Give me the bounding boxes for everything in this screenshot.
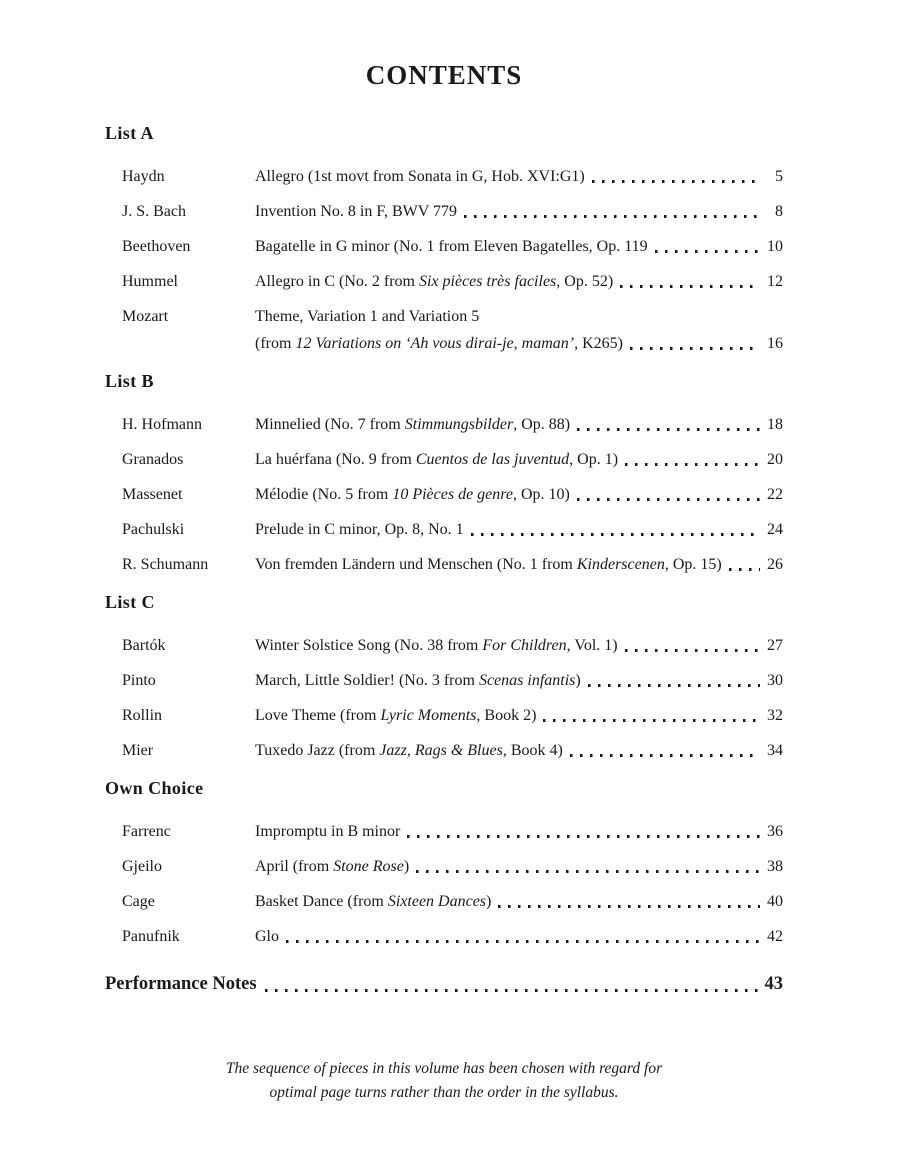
piece-title-text: Winter Solstice Song (No. 38 from — [255, 637, 483, 654]
piece-title-italic: Kinderscenen — [576, 556, 665, 573]
page-number: 5 — [775, 168, 783, 185]
toc-section — [105, 778, 783, 945]
toc-section — [105, 371, 783, 573]
toc-row — [122, 336, 783, 352]
performance-notes-label: Performance Notes — [105, 974, 257, 994]
piece-title-text: Impromptu in B minor — [255, 823, 401, 840]
performance-notes-row — [105, 974, 783, 995]
page-number: 18 — [767, 416, 783, 433]
piece-title — [255, 673, 581, 689]
piece-title — [255, 708, 536, 724]
piece-title-italic: Cuentos de las juventud — [415, 451, 570, 468]
piece-title — [255, 522, 464, 538]
toc-row — [122, 929, 783, 945]
toc-row — [122, 417, 783, 433]
dot-leader — [577, 428, 760, 431]
piece-title-text: Prelude in C minor, Op. 8, No. 1 — [255, 521, 464, 538]
piece-title — [255, 204, 457, 220]
toc-row — [122, 557, 783, 573]
footer-note-line2: optimal page turns rather than the order in the syllabus. — [269, 1084, 619, 1102]
dot-leader — [592, 180, 760, 183]
piece-title-text: , K265) — [574, 335, 623, 352]
page-number: 12 — [767, 273, 783, 290]
dot-leader — [625, 463, 760, 466]
toc-row — [122, 708, 783, 724]
piece-title-text: ) — [403, 858, 410, 875]
piece-title-italic: 12 Variations on ‘Ah vous dirai-je, maman’ — [295, 335, 575, 352]
footer-note-line1: The sequence of pieces in this volume has been chosen with regard for — [225, 1060, 663, 1077]
piece-title — [255, 417, 570, 433]
dot-leader — [286, 940, 760, 943]
page-number: 10 — [767, 238, 783, 255]
composer-name: Rollin — [122, 707, 163, 724]
piece-title — [255, 309, 479, 325]
piece-title — [255, 274, 613, 290]
dot-leader — [265, 989, 763, 992]
composer-name: Massenet — [122, 486, 183, 503]
composer-name: Beethoven — [122, 238, 191, 255]
page-number: 30 — [767, 672, 783, 689]
piece-title-text: Bagatelle in G minor (No. 1 from Eleven Bagatelles, Op. 119 — [255, 238, 648, 255]
piece-title-text: , Vol. 1) — [566, 637, 618, 654]
piece-title-text: Invention No. 8 in F, BWV 779 — [255, 203, 457, 220]
dot-leader — [407, 835, 760, 838]
piece-title-italic: Lyric Moments — [380, 707, 477, 724]
piece-title-italic: Sixteen Dances — [387, 893, 487, 910]
dot-leader — [588, 684, 760, 687]
piece-title-text: Von fremden Ländern und Menschen (No. 1 from — [255, 556, 577, 573]
page-number: 34 — [767, 742, 783, 759]
toc-row — [122, 169, 783, 185]
toc-row — [122, 309, 783, 325]
toc-sections — [105, 123, 783, 945]
page-number: 38 — [767, 858, 783, 875]
composer-name: Bartók — [122, 637, 166, 654]
toc-section — [105, 123, 783, 352]
section-entries — [122, 417, 783, 573]
composer-name: Pinto — [122, 672, 156, 689]
page-number: 26 — [767, 556, 783, 573]
toc-row — [122, 452, 783, 468]
page-number: 20 — [767, 451, 783, 468]
piece-title-text: (from — [255, 335, 296, 352]
piece-title-text: Glo — [255, 928, 279, 945]
toc-row — [122, 743, 783, 759]
piece-title-text: , Book 2) — [476, 707, 537, 724]
page-number: 22 — [767, 486, 783, 503]
piece-title — [255, 824, 400, 840]
piece-title — [255, 894, 491, 910]
composer-name: Hummel — [122, 273, 178, 290]
piece-title-text: Theme, Variation 1 and Variation 5 — [255, 308, 480, 325]
composer-name: Gjeilo — [122, 858, 162, 875]
composer-name: Cage — [122, 893, 155, 910]
piece-title-italic: 10 Pièces de genre — [392, 486, 513, 503]
composer-name: Mozart — [122, 308, 169, 325]
page-number: 24 — [767, 521, 783, 538]
dot-leader — [729, 568, 760, 571]
toc-row — [122, 859, 783, 875]
section-heading: Own Choice — [105, 778, 204, 798]
composer-name: Farrenc — [122, 823, 171, 840]
piece-title — [255, 859, 409, 875]
composer-name: J. S. Bach — [122, 203, 186, 220]
dot-leader — [464, 215, 760, 218]
footer-note — [105, 1057, 783, 1105]
page-number: 32 — [767, 707, 783, 724]
piece-title-text: Basket Dance (from — [255, 893, 388, 910]
dot-leader — [630, 347, 760, 350]
piece-title-italic: Six pièces très faciles — [418, 273, 557, 290]
composer-name: Mier — [122, 742, 154, 759]
section-entries — [122, 169, 783, 352]
dot-leader — [498, 905, 760, 908]
toc-row — [122, 487, 783, 503]
composer-name: Haydn — [122, 168, 165, 185]
piece-title — [255, 169, 585, 185]
piece-title-text: Tuxedo Jazz (from — [255, 742, 380, 759]
section-heading: List B — [105, 371, 154, 391]
composer-name: R. Schumann — [122, 556, 209, 573]
piece-title-text: March, Little Soldier! (No. 3 from — [255, 672, 479, 689]
piece-title — [255, 743, 563, 759]
toc-row — [122, 824, 783, 840]
piece-title-text: La huérfana (No. 9 from — [255, 451, 416, 468]
toc-row — [122, 522, 783, 538]
piece-title — [255, 557, 722, 573]
piece-title — [255, 487, 570, 503]
toc-section — [105, 592, 783, 759]
toc-row — [122, 638, 783, 654]
piece-title-text: , Op. 1) — [569, 451, 619, 468]
piece-title-text: , Book 4) — [502, 742, 563, 759]
section-entries — [122, 824, 783, 945]
toc-row — [122, 894, 783, 910]
page-number: 8 — [775, 203, 783, 220]
dot-leader — [471, 533, 760, 536]
dot-leader — [570, 754, 760, 757]
section-entries — [122, 638, 783, 759]
dot-leader — [416, 870, 760, 873]
piece-title-text: ) — [486, 893, 492, 910]
piece-title-text: Minnelied (No. 7 from — [255, 416, 405, 433]
page-number: 27 — [767, 637, 783, 654]
dot-leader — [625, 649, 760, 652]
piece-title-text: , Op. 88) — [513, 416, 571, 433]
page-number: 40 — [767, 893, 783, 910]
dot-leader — [620, 285, 760, 288]
page-number: 16 — [767, 335, 783, 352]
section-heading: List C — [105, 592, 155, 612]
piece-title-text: Mélodie (No. 5 from — [255, 486, 393, 503]
piece-title — [255, 929, 279, 945]
toc-row — [122, 274, 783, 290]
piece-title-text: Allegro (1st movt from Sonata in G, Hob. XVI:G1) — [255, 168, 585, 185]
section-heading: List A — [105, 123, 154, 143]
composer-name: Pachulski — [122, 521, 185, 538]
toc-row — [122, 204, 783, 220]
piece-title-italic: Scenas infantis — [478, 672, 576, 689]
piece-title-text: , Op. 10) — [513, 486, 570, 503]
piece-title-text: , Op. 15) — [664, 556, 722, 573]
dot-leader — [577, 498, 760, 501]
page-number: 43 — [764, 974, 783, 994]
piece-title — [255, 336, 623, 352]
piece-title — [255, 239, 648, 255]
piece-title — [255, 452, 618, 468]
piece-title — [255, 638, 618, 654]
dot-leader — [543, 719, 760, 722]
composer-name: Granados — [122, 451, 184, 468]
piece-title-italic: For Children — [482, 637, 567, 654]
piece-title-italic: Stone Rose — [333, 858, 404, 875]
toc-row — [122, 673, 783, 689]
piece-title-text: Love Theme (from — [255, 707, 381, 724]
piece-title-italic: Stimmungsbilder — [404, 416, 514, 433]
page-number: 42 — [767, 928, 783, 945]
composer-name: Panufnik — [122, 928, 180, 945]
composer-name: H. Hofmann — [122, 416, 202, 433]
piece-title-text: April (from — [255, 858, 334, 875]
piece-title-text: ) — [575, 672, 581, 689]
piece-title-text: , Op. 52) — [556, 273, 614, 290]
dot-leader — [655, 250, 760, 253]
piece-title-italic: Jazz, Rags & Blues — [379, 742, 503, 759]
page-title: CONTENTS — [365, 60, 523, 90]
toc-row — [122, 239, 783, 255]
page-number: 36 — [767, 823, 783, 840]
piece-title-text: Allegro in C (No. 2 from — [255, 273, 419, 290]
